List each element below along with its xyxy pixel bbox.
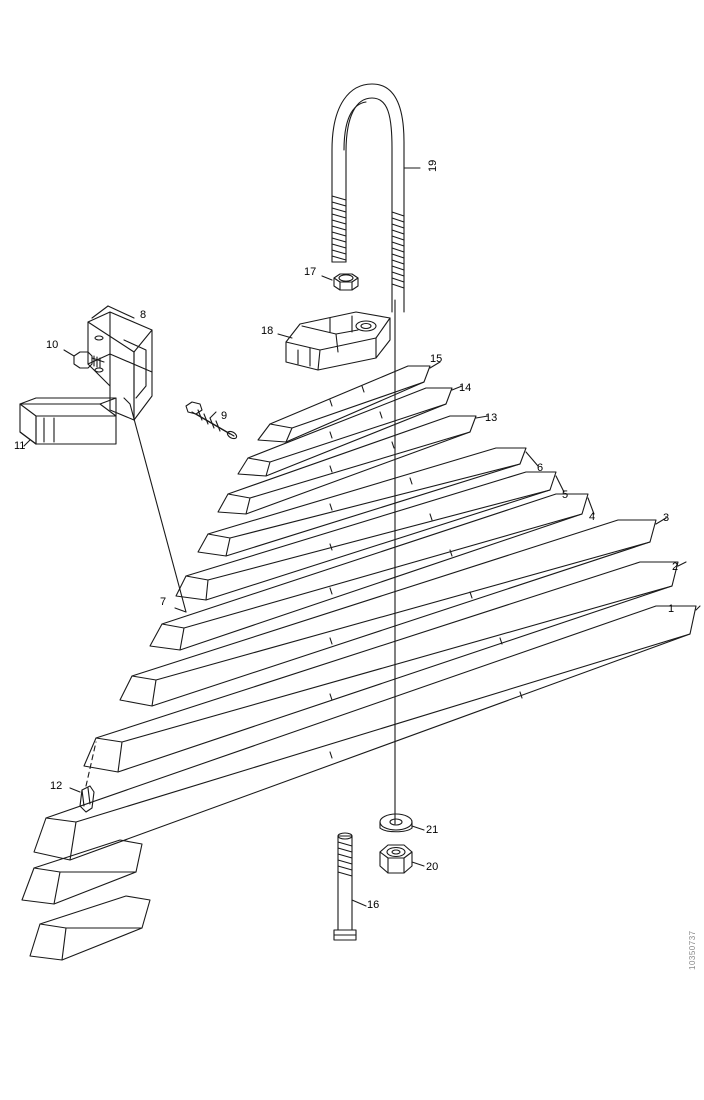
callout-17: 17 — [304, 266, 317, 278]
leader-9 — [210, 412, 216, 418]
leaf-part-14 — [238, 388, 452, 476]
leader-7 — [124, 398, 186, 612]
washer-part-21 — [380, 814, 412, 832]
callout-19: 19 — [427, 159, 439, 172]
leader-1 — [696, 606, 700, 610]
leader-10 — [64, 350, 74, 356]
watermark-text: 10350737 — [688, 930, 697, 970]
nut-part-17 — [334, 274, 358, 290]
leaf-part-1 — [34, 603, 696, 860]
center-bolt-part-16 — [334, 833, 356, 940]
callout-11: 11 — [14, 440, 26, 452]
callout-16: 16 — [367, 899, 380, 911]
spring-seat-part-18 — [286, 312, 390, 370]
leader-21 — [412, 826, 424, 830]
lower-leaf-stack — [22, 840, 150, 960]
plate-part-11 — [20, 398, 116, 444]
nut-part-20 — [380, 845, 412, 873]
leader-18 — [278, 334, 292, 338]
callout-5: 5 — [562, 489, 569, 501]
callout-8: 8 — [140, 309, 147, 321]
leader-7b — [175, 608, 186, 612]
leader-20 — [412, 862, 424, 866]
leaf-part-4 — [150, 494, 588, 650]
callout-1: 1 — [668, 603, 675, 615]
leaf-part-15 — [258, 366, 430, 442]
callout-14: 14 — [459, 382, 472, 394]
callout-13: 13 — [485, 412, 498, 424]
callout-18: 18 — [261, 325, 274, 337]
leader-2 — [678, 562, 686, 566]
leader-12 — [70, 788, 80, 792]
leaf-part-2 — [84, 562, 678, 772]
callout-12: 12 — [50, 780, 63, 792]
u-bolt-part-19 — [332, 84, 404, 312]
callout-2: 2 — [672, 561, 679, 573]
callout-9: 9 — [221, 410, 228, 422]
clip-part-12 — [80, 786, 94, 812]
bolt-part-9 — [186, 402, 238, 440]
callout-10: 10 — [46, 339, 59, 351]
leader-17 — [322, 276, 332, 280]
callout-6: 6 — [537, 462, 544, 474]
leader-16 — [352, 900, 366, 906]
callout-4: 4 — [589, 511, 596, 523]
callout-7: 7 — [160, 596, 167, 608]
callout-20: 20 — [426, 861, 439, 873]
leaf-part-5 — [176, 472, 556, 600]
callout-21: 21 — [426, 824, 439, 836]
callout-15: 15 — [430, 353, 443, 365]
callout-3: 3 — [663, 512, 670, 524]
